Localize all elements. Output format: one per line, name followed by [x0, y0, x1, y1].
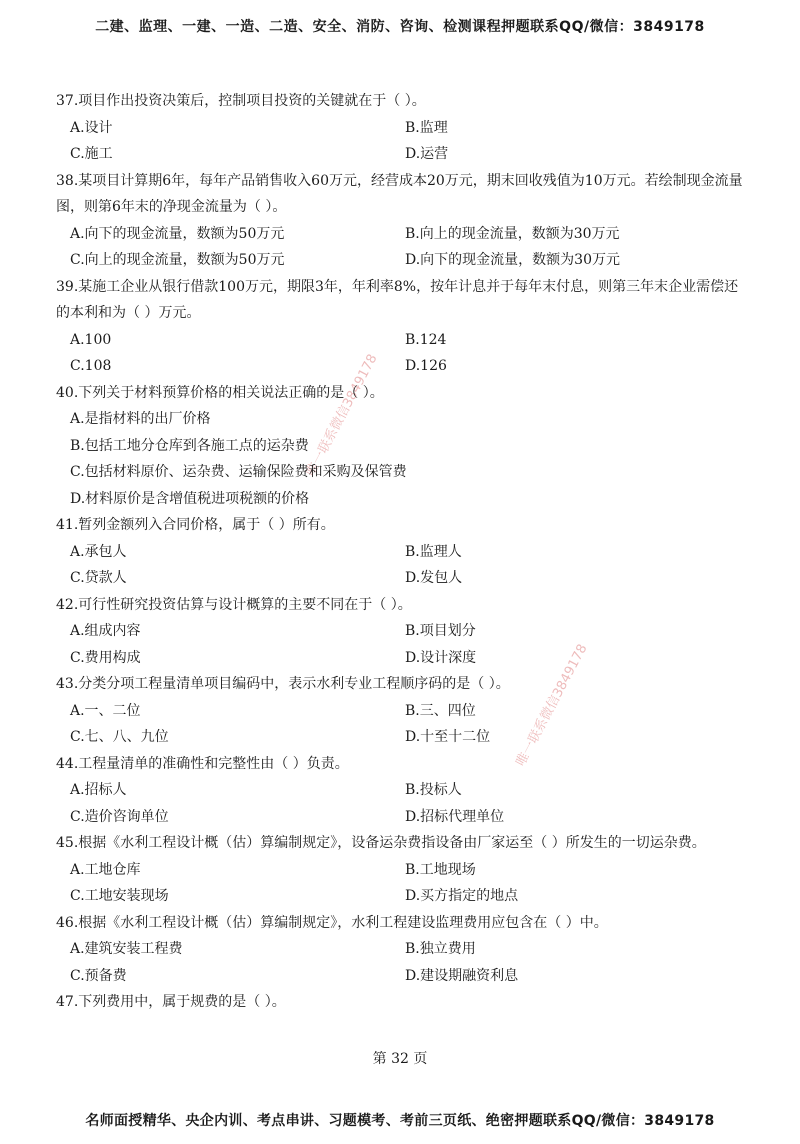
page-header: 二建、监理、一建、一造、二造、安全、消防、咨询、检测课程押题联系QQ/微信：3849178: [95, 19, 705, 35]
question-45: [56, 830, 746, 910]
question-47: [56, 989, 746, 1016]
option-d: D.买方指定的地点: [405, 888, 519, 904]
option-a: A.设计: [70, 119, 113, 136]
question-stem: 42.可行性研究投资估算与设计概算的主要不同在于（ ）。: [56, 596, 412, 613]
option-b: B.包括工地分仓库到各施工点的运杂费: [70, 437, 309, 454]
option-grid: [56, 115, 746, 168]
question-stem: 44.工程量清单的准确性和完整性由（ ）负责。: [56, 755, 349, 772]
option-grid: [56, 221, 746, 274]
option-c: C.向上的现金流量，数额为50万元: [70, 252, 285, 268]
option-grid: [56, 777, 746, 830]
option-c: C.贷款人: [70, 570, 127, 586]
option-a: A.组成内容: [70, 623, 141, 639]
option-b: B.项目划分: [405, 623, 476, 639]
option-b: B.三、四位: [405, 702, 476, 719]
question-37: [56, 88, 746, 168]
question-stem: 38.某项目计算期6年，每年产品销售收入60万元，经营成本20万元，期末回收残值为10万元。若绘制现金流量图，则第6年末的净现金流量为（ ）。: [56, 172, 743, 215]
question-46: [56, 910, 746, 990]
option-grid: [56, 539, 746, 592]
option-grid: [56, 857, 746, 910]
question-list: [56, 88, 746, 1016]
question-44: [56, 751, 746, 831]
option-b: B.监理人: [405, 543, 462, 560]
question-stem: 45.根据《水利工程设计概（估）算编制规定》，设备运杂费指设备由厂家运至（ ）所发生的一切运杂费。: [56, 835, 706, 851]
option-d: D.设计深度: [405, 649, 477, 666]
question-42: [56, 592, 746, 672]
option-d: D.材料原价是含增值税进项税额的价格: [70, 490, 310, 507]
option-c: C.费用构成: [70, 649, 141, 666]
question-stem: 37.项目作出投资决策后，控制项目投资的关键就在于（ ）。: [56, 93, 426, 109]
option-c: C.包括材料原价、运杂费、运输保险费和采购及保管费: [70, 464, 407, 480]
question-stem: 46.根据《水利工程设计概（估）算编制规定》，水利工程建设监理费用应包含在（ ）中。: [56, 914, 608, 931]
question-stem: 43.分类分项工程量清单项目编码中，表示水利专业工程顺序码的是（ ）。: [56, 676, 510, 692]
page-footer: 名师面授精华、央企内训、考点串讲、习题模考、考前三页纸、绝密押题联系QQ/微信：3849178: [85, 1113, 715, 1129]
question-stem: 47.下列费用中，属于规费的是（ ）。: [56, 994, 286, 1010]
option-a: A.向下的现金流量，数额为50万元: [70, 225, 285, 242]
question-stem: 40.下列关于材料预算价格的相关说法正确的是（ ）。: [56, 384, 384, 401]
option-b: B.124: [405, 331, 447, 348]
question-43: [56, 671, 746, 751]
option-b: B.监理: [405, 119, 448, 136]
option-a: A.承包人: [70, 543, 127, 560]
question-39: [56, 274, 746, 380]
option-grid: [56, 618, 746, 671]
option-b: B.独立费用: [405, 941, 476, 957]
option-b: B.向上的现金流量，数额为30万元: [405, 225, 620, 242]
option-c: C.工地安装现场: [70, 888, 169, 904]
question-38: [56, 168, 746, 274]
option-d: D.招标代理单位: [405, 808, 505, 825]
option-a: A.建筑安装工程费: [70, 941, 183, 957]
watermark: 唯一联系微信3849178: [513, 641, 591, 769]
option-list: [56, 406, 746, 512]
option-d: D.向下的现金流量，数额为30万元: [405, 252, 620, 268]
option-c: C.施工: [70, 146, 113, 162]
option-d: D.运营: [405, 146, 449, 162]
option-a: A.一、二位: [70, 702, 141, 719]
watermark: 唯一联系微信3849178: [303, 351, 381, 479]
option-d: D.发包人: [405, 570, 463, 586]
question-41: [56, 512, 746, 592]
option-d: D.126: [405, 358, 447, 374]
option-a: A.招标人: [70, 782, 127, 798]
option-c: C.预备费: [70, 967, 127, 984]
question-40: [56, 380, 746, 513]
option-a: A.100: [70, 331, 112, 348]
option-grid: [56, 327, 746, 380]
option-a: A.工地仓库: [70, 861, 141, 878]
option-c: C.七、八、九位: [70, 729, 169, 745]
option-b: B.投标人: [405, 782, 462, 798]
option-d: D.十至十二位: [405, 729, 491, 745]
option-b: B.工地现场: [405, 861, 476, 878]
page-number: 第 32 页: [372, 1051, 428, 1067]
question-stem: 41.暂列金额列入合同价格，属于（ ）所有。: [56, 517, 335, 533]
option-a: A.是指材料的出厂价格: [70, 411, 211, 427]
option-d: D.建设期融资利息: [405, 967, 519, 984]
option-c: C.108: [70, 358, 112, 374]
option-c: C.造价咨询单位: [70, 808, 169, 825]
option-grid: [56, 936, 746, 989]
option-grid: [56, 698, 746, 751]
question-stem: 39.某施工企业从银行借款100万元，期限3年，年利率8%，按年计息并于每年末付息，则第三年末企业需偿还的本利和为（ ）万元。: [56, 278, 739, 321]
